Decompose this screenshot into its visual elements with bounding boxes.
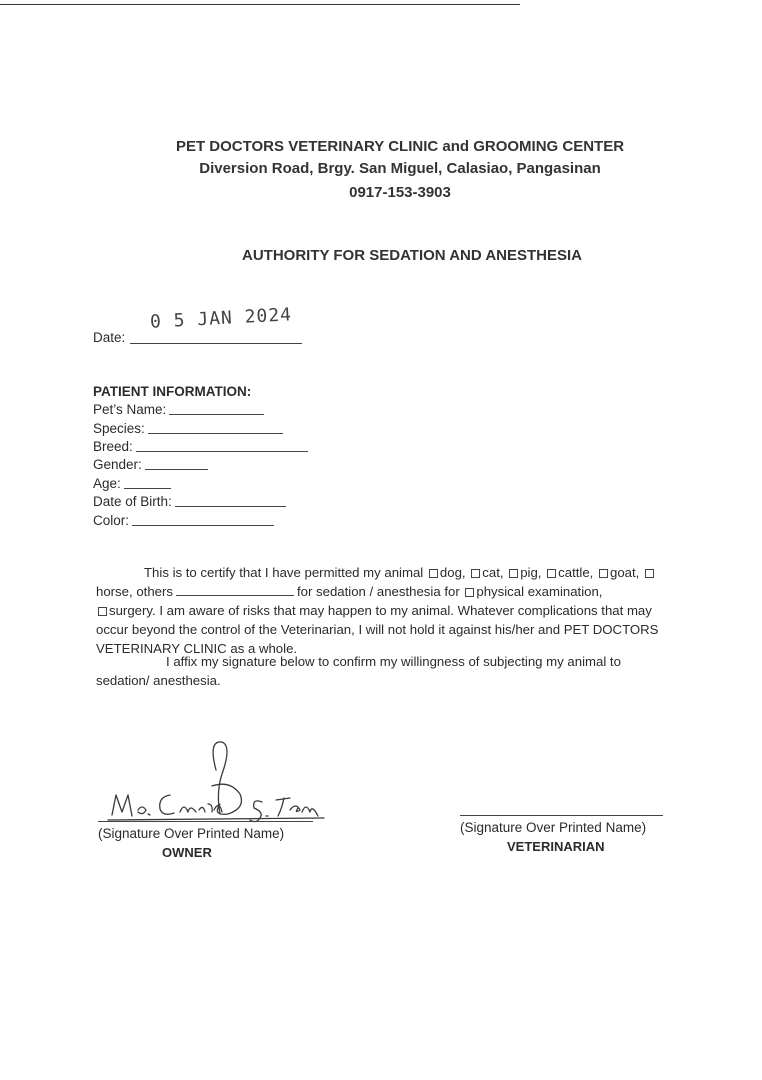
others-blank[interactable]	[176, 595, 294, 596]
date-line	[130, 343, 302, 344]
date-stamp: 0 5 JAN 2024	[149, 304, 293, 333]
field-label: Gender:	[93, 457, 142, 472]
field-label: Date of Birth:	[93, 494, 172, 509]
field-blank[interactable]	[124, 488, 171, 489]
clinic-name: PET DOCTORS VETERINARY CLINIC and GROOMING CENTER	[175, 138, 625, 155]
checkbox-goat[interactable]	[599, 569, 608, 578]
vet-signature-caption: (Signature Over Printed Name)	[460, 820, 647, 835]
field-label: Pet’s Name:	[93, 402, 167, 417]
field-species	[93, 421, 283, 436]
field-label: Species:	[93, 421, 145, 436]
field-label: Breed:	[93, 439, 133, 454]
field-color	[93, 513, 274, 528]
field-blank[interactable]	[169, 414, 264, 415]
field-label: Age:	[93, 476, 121, 491]
date-label: Date:	[93, 330, 126, 345]
checkbox-dog[interactable]	[429, 569, 438, 578]
field-breed	[93, 439, 308, 454]
certification-paragraph: This is to certify that I have permitted my animal dog, cat, pig, cattle, goat, horse, others for sedation / anesthesia for physical examination, surgery. I am aware of risks that may happen to my animal. Whatever complications that may occur beyond the control of the Veterinarian, I will not hold it against his/her and PET DOCTORS VETERINARY CLINIC as a whole.	[96, 565, 659, 656]
field-age	[93, 476, 171, 491]
vet-signature-line[interactable]	[460, 815, 663, 816]
field-blank[interactable]	[145, 469, 208, 470]
clinic-address: Diversion Road, Brgy. San Miguel, Calasiao, Pangasinan	[199, 160, 601, 177]
affirmation-paragraph: I affix my signature below to confirm my willingness of subjecting my animal to sedation/ anesthesia.	[96, 654, 621, 688]
field-gender	[93, 457, 208, 472]
top-rule	[0, 4, 520, 5]
field-date-of-birth	[93, 494, 286, 509]
patient-info-heading: PATIENT INFORMATION:	[93, 384, 252, 399]
checkbox-horse[interactable]	[645, 569, 654, 578]
checkbox-pig[interactable]	[509, 569, 518, 578]
field-blank[interactable]	[175, 506, 286, 507]
checkbox-surgery[interactable]	[98, 607, 107, 616]
form-title: AUTHORITY FOR SEDATION AND ANESTHESIA	[242, 247, 583, 264]
field-label: Color:	[93, 513, 130, 528]
checkbox-cattle[interactable]	[547, 569, 556, 578]
field-pet-name	[93, 402, 264, 417]
owner-signature-line	[98, 821, 313, 822]
vet-role-label: VETERINARIAN	[507, 839, 605, 854]
field-blank[interactable]	[132, 525, 274, 526]
checkbox-cat[interactable]	[471, 569, 480, 578]
owner-signature-caption: (Signature Over Printed Name)	[98, 826, 285, 841]
clinic-phone: 0917-153-3903	[349, 184, 451, 201]
checkbox-physical-exam[interactable]	[465, 588, 474, 597]
field-blank[interactable]	[148, 433, 283, 434]
field-blank[interactable]	[136, 451, 308, 452]
owner-signature	[104, 740, 334, 830]
owner-role-label: OWNER	[162, 845, 212, 860]
